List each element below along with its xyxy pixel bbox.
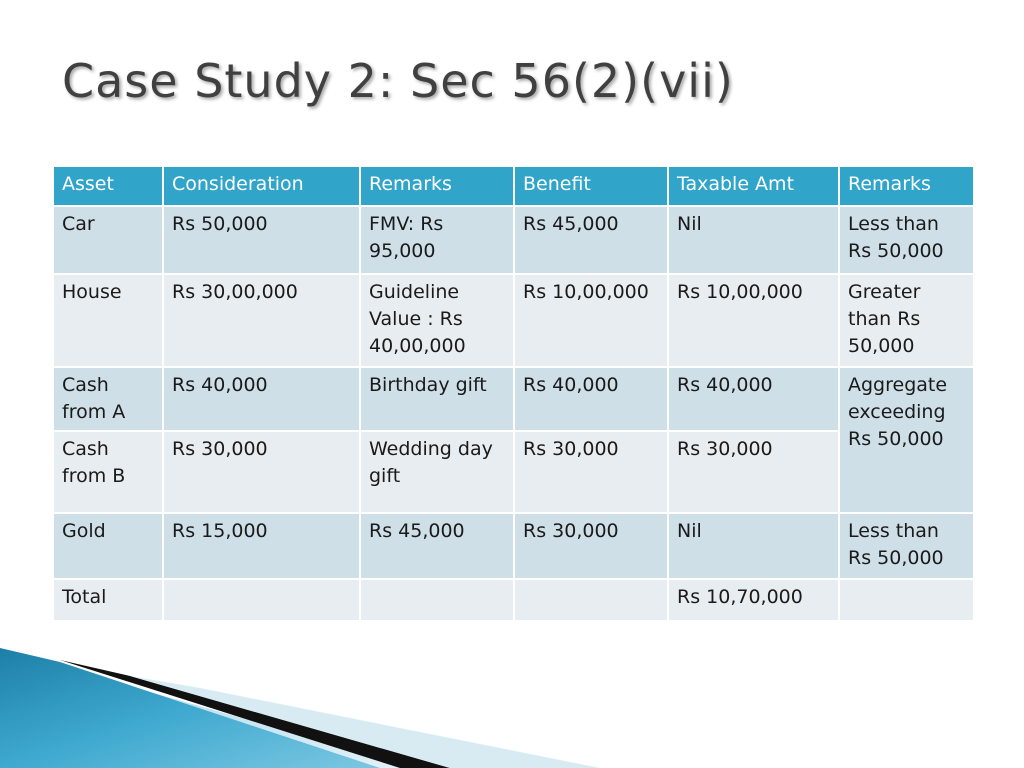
cell-benefit: Rs 40,000 [515,368,667,430]
cell-taxable-amt: Rs 10,00,000 [669,275,838,366]
cell-remarks-2: Less than Rs 50,000 [840,207,973,273]
blue-swoosh-shape [0,648,380,768]
cell-remarks: Wedding day gift [361,432,513,512]
cell-taxable-amt: Nil [669,514,838,578]
cell-taxable-amt: Rs 30,000 [669,432,838,512]
slide-title: Case Study 2: Sec 56(2)(vii) [62,54,734,108]
cell-benefit: Rs 30,000 [515,514,667,578]
header-remarks: Remarks [361,167,513,205]
cell-remarks: Guideline Value : Rs 40,00,000 [361,275,513,366]
cell-consideration: Rs 15,000 [164,514,359,578]
cell-asset: Car [54,207,162,273]
header-benefit: Benefit [515,167,667,205]
header-taxable-amt: Taxable Amt [669,167,838,205]
cell-consideration: Rs 40,000 [164,368,359,430]
cell-remarks-2: Less than Rs 50,000 [840,514,973,578]
cell-consideration: Rs 30,00,000 [164,275,359,366]
cell-asset: House [54,275,162,366]
cell-benefit: Rs 45,000 [515,207,667,273]
cell-asset: Gold [54,514,162,578]
cell-remarks-2-merged: Aggregate exceeding Rs 50,000 [840,368,973,512]
cell-taxable-amt: Nil [669,207,838,273]
cell-asset: Total [54,580,162,620]
cell-consideration: Rs 50,000 [164,207,359,273]
cell-remarks: FMV: Rs 95,000 [361,207,513,273]
cell-remarks: Rs 45,000 [361,514,513,578]
cell-consideration: Rs 30,000 [164,432,359,512]
cell-asset: Cash from A [54,368,162,430]
cell-asset: Cash from B [54,432,162,512]
cell-benefit: Rs 30,000 [515,432,667,512]
cell-taxable-amt: Rs 10,70,000 [669,580,838,620]
header-remarks-2: Remarks [840,167,973,205]
cell-taxable-amt: Rs 40,000 [669,368,838,430]
cell-remarks: Birthday gift [361,368,513,430]
header-asset: Asset [54,167,162,205]
cell-remarks-2: Greater than Rs 50,000 [840,275,973,366]
cell-benefit: Rs 10,00,000 [515,275,667,366]
header-consideration: Consideration [164,167,359,205]
